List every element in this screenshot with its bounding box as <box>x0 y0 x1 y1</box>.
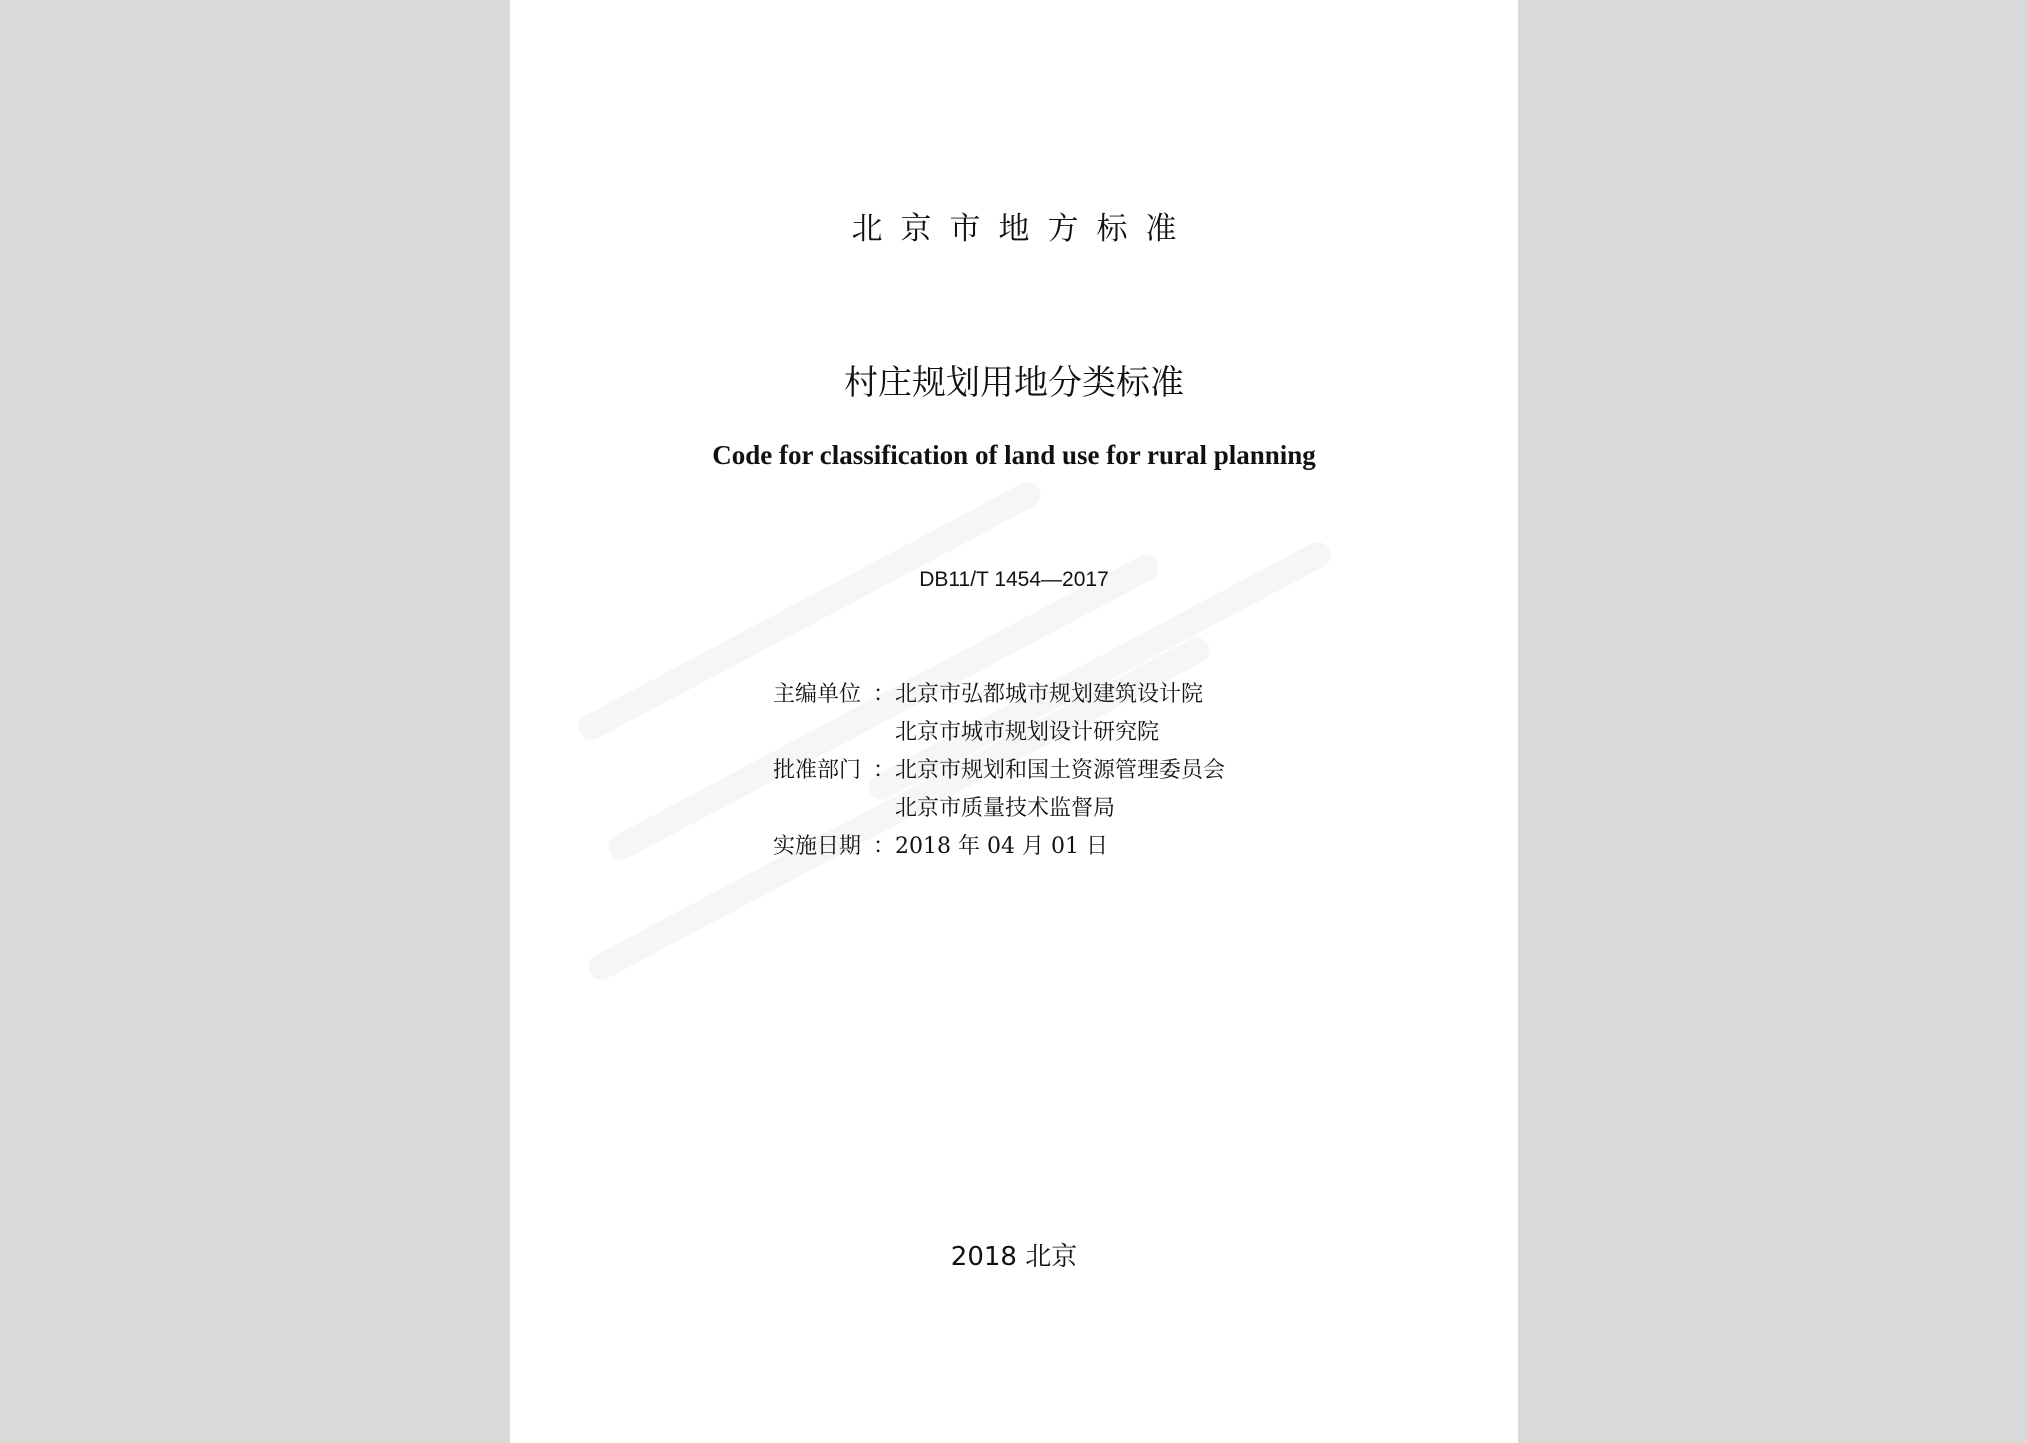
approver-label: 批准部门 <box>773 758 862 783</box>
info-block <box>773 676 1373 866</box>
effective-date-row <box>773 828 1373 866</box>
editor-row-2 <box>773 714 1373 752</box>
approver-row-2 <box>773 790 1373 828</box>
title-english: Code for classification of land use for rural planning <box>712 440 1316 470</box>
editor-label: 主编单位 <box>773 682 862 707</box>
effective-date-label: 实施日期 <box>773 834 862 859</box>
approver-value-1: 北京市规划和国土资源管理委员会 <box>895 758 1226 783</box>
effective-date-colon: ： <box>873 834 896 859</box>
title-chinese: 村庄规划用地分类标准 <box>844 363 1184 403</box>
standard-code: DB11/T 1454—2017 <box>919 568 1109 591</box>
approver-colon: ： <box>873 758 896 783</box>
editor-value-2: 北京市城市规划设计研究院 <box>895 720 1160 745</box>
publication-footer: 2018 北京 <box>950 1242 1078 1272</box>
editor-value-1: 北京市弘都城市规划建筑设计院 <box>895 682 1204 707</box>
approver-value-2: 北京市质量技术监督局 <box>895 796 1116 821</box>
editor-colon: ： <box>873 682 896 707</box>
document-page <box>510 0 1518 1443</box>
standard-category-header: 北京市地方标准 <box>851 211 1195 247</box>
effective-date-value: 2018 年 04 月 01 日 <box>895 834 1108 859</box>
approver-row <box>773 752 1373 790</box>
editor-row <box>773 676 1373 714</box>
